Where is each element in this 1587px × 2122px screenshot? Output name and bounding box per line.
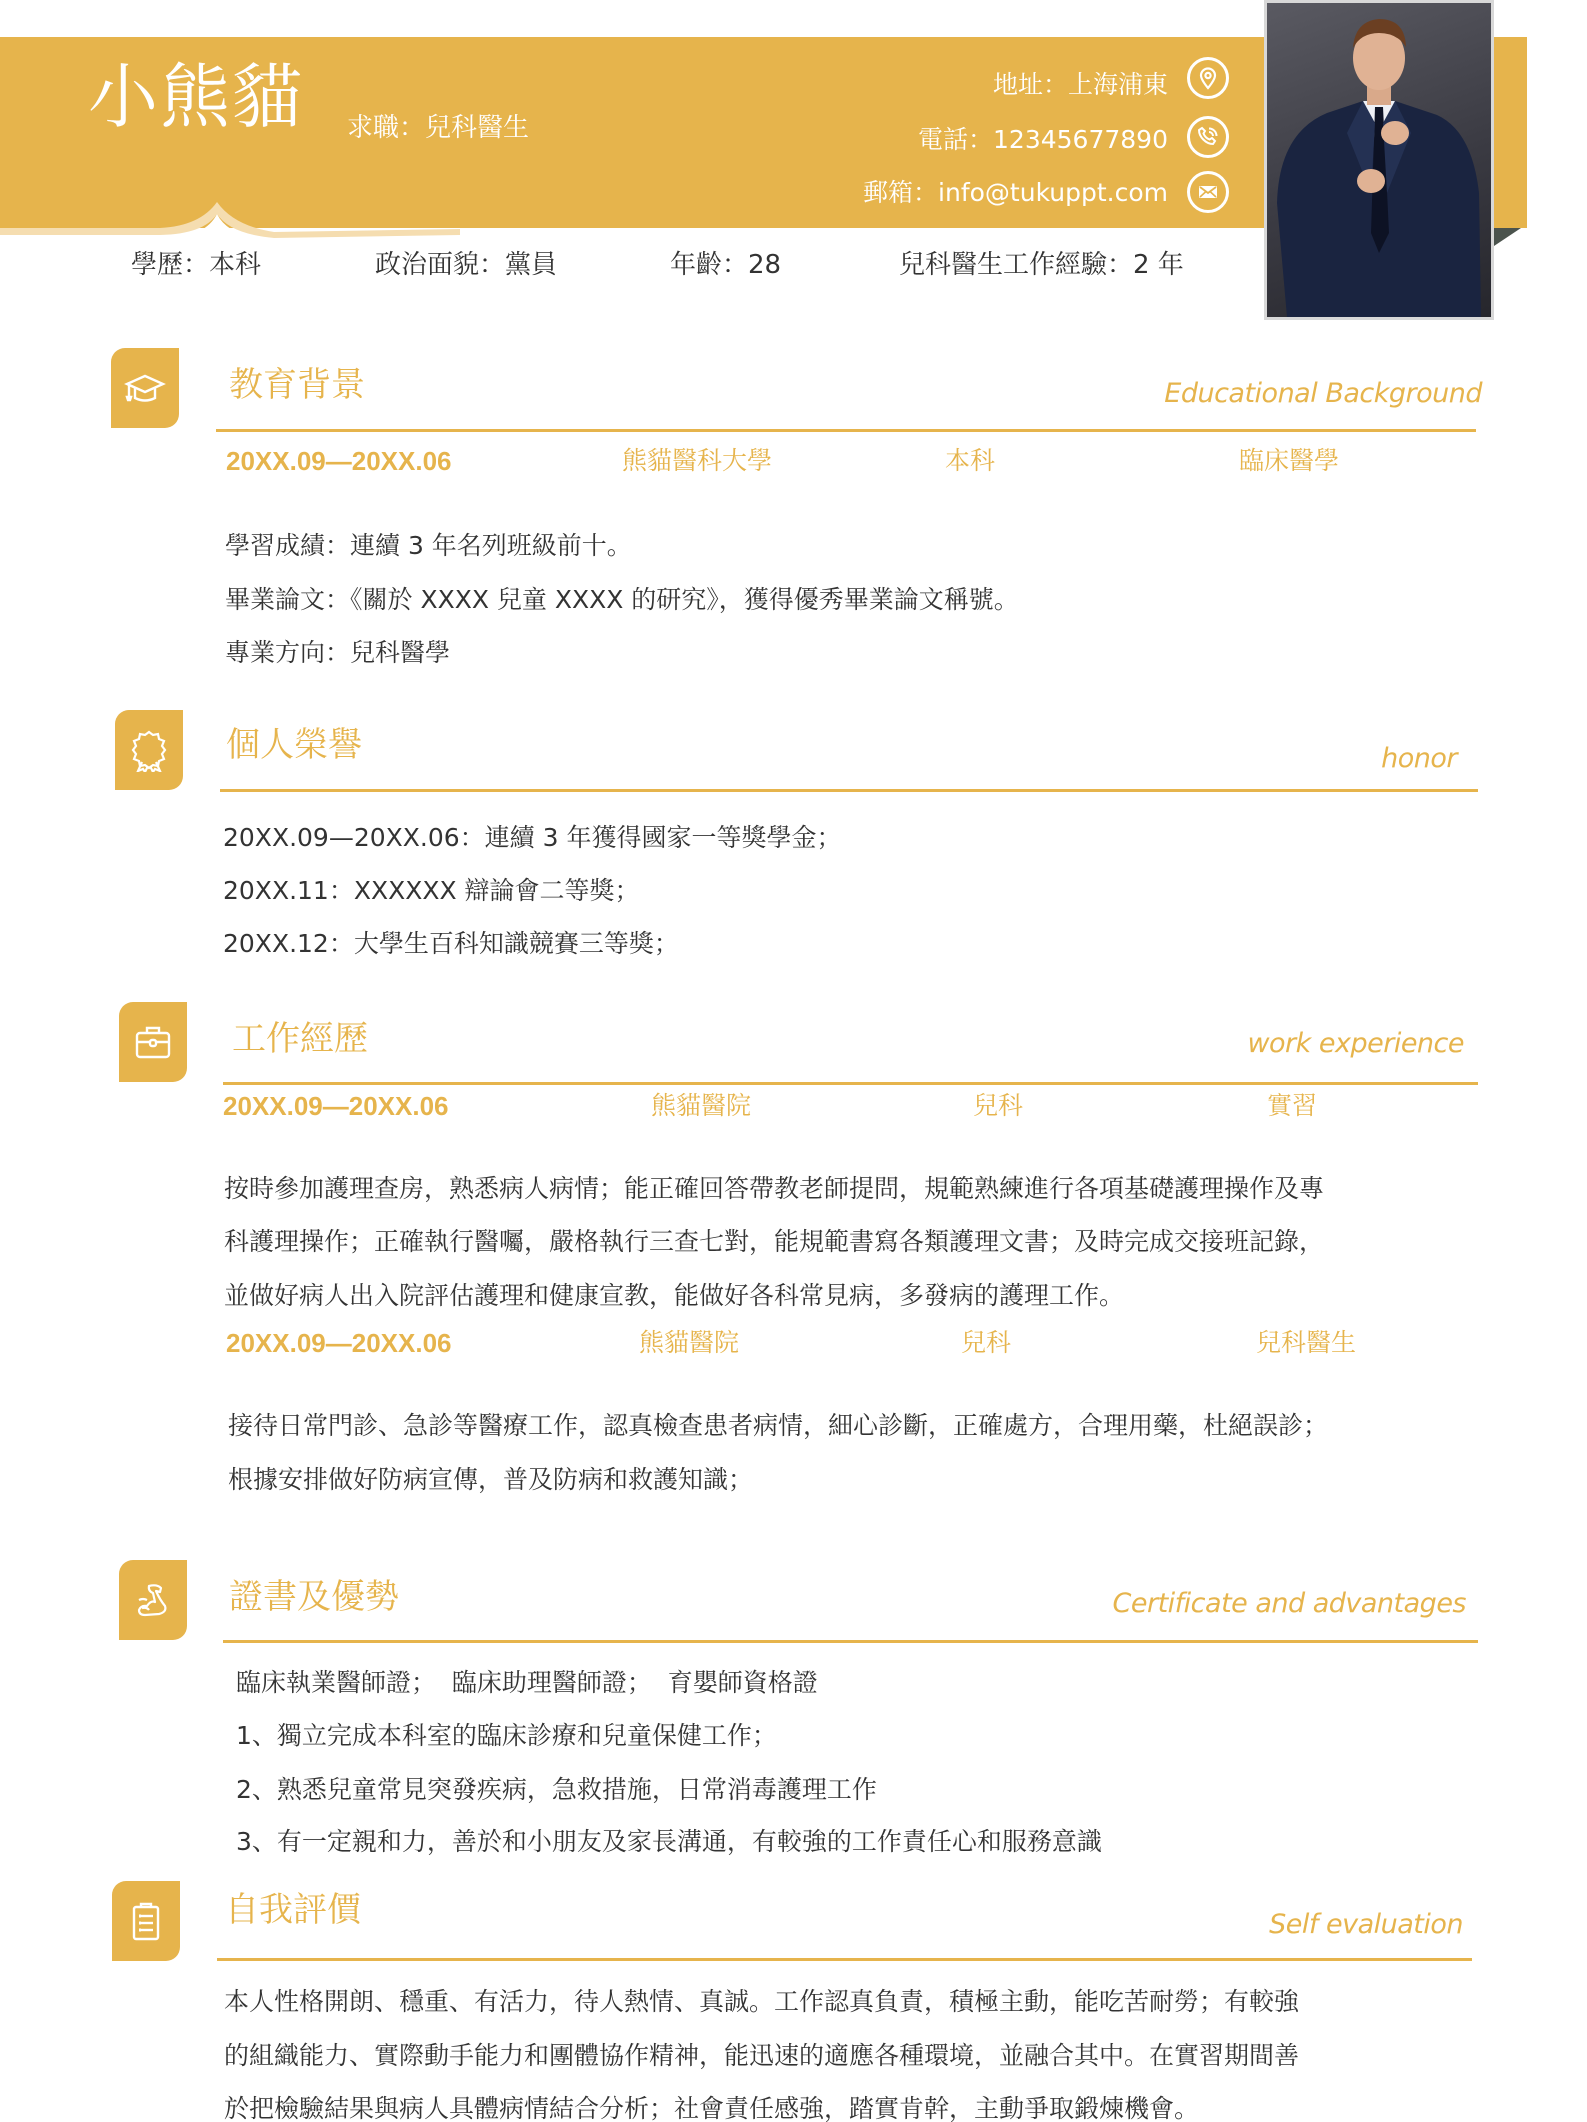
info-education: 學歷：本科 [131, 250, 262, 280]
info-experience: 兒科醫生工作經驗：2 年 [899, 250, 1184, 280]
job-target: 求職：兒科醫生 [347, 113, 530, 143]
section-title-education: 教育背景 [229, 365, 365, 405]
briefcase-icon [119, 1002, 187, 1082]
banner-notch [0, 180, 460, 240]
job-date: 20XX.09—20XX.06 [226, 1328, 452, 1358]
location-pin-icon [1187, 57, 1229, 99]
honor-item: 20XX.11：XXXXXX 辯論會二等獎； [223, 876, 640, 905]
portrait-image [1267, 3, 1491, 317]
edu-major: 臨床醫學 [1239, 446, 1340, 475]
job-position: 兒科醫生 [1256, 1328, 1357, 1357]
person-silhouette-icon [1267, 3, 1491, 317]
job-department: 兒科 [961, 1328, 1012, 1357]
section-title-self: 自我評價 [225, 1890, 361, 1930]
job-description-line: 接待日常門診、急診等醫療工作，認真檢查患者病情，細心診斷，正確處方，合理用藥，杜絕誤診； [228, 1411, 1329, 1440]
self-evaluation-line: 於把檢驗結果與病人具體病情結合分析；社會責任感強，踏實肯幹，主動爭取鍛煉機會。 [224, 2094, 1200, 2122]
section-subtitle-work: work experience [1247, 1028, 1464, 1059]
info-age: 年齡：28 [670, 250, 782, 280]
certificate-list: 臨床執業醫師證； 臨床助理醫師證； 育嬰師資格證 [236, 1668, 818, 1697]
section-subtitle-honor: honor [1381, 743, 1457, 774]
mail-icon [1187, 171, 1229, 213]
job-employer: 熊貓醫院 [639, 1328, 740, 1357]
phone-icon [1187, 116, 1229, 158]
job-description-line: 科護理操作；正確執行醫囑，嚴格執行三查七對，能規範書寫各類護理文書；及時完成交接班記錄， [224, 1227, 1325, 1256]
graduation-cap-icon [111, 348, 179, 428]
self-evaluation-line: 的組織能力、實際動手能力和團體協作精神，能迅速的適應各種環境，並融合其中。在實習期間善 [224, 2041, 1300, 2070]
section-divider [216, 429, 1476, 432]
profile-photo [1264, 0, 1494, 320]
contact-email: 郵箱：info@tukuppt.com [863, 178, 1168, 207]
candidate-name: 小熊貓 [88, 56, 304, 138]
edu-degree: 本科 [945, 446, 996, 475]
edu-line: 學習成績：連續 3 年名列班級前十。 [225, 531, 632, 560]
section-title-certificate: 證書及優勢 [229, 1577, 399, 1617]
job-employer: 熊貓醫院 [651, 1091, 752, 1120]
job-position: 實習 [1267, 1091, 1318, 1120]
edu-school: 熊貓醫科大學 [622, 446, 773, 475]
section-divider [223, 1082, 1478, 1085]
advantage-item: 2、熟悉兒童常見突發疾病，急救措施，日常消毒護理工作 [236, 1775, 877, 1804]
advantage-item: 1、獨立完成本科室的臨床診療和兒童保健工作； [236, 1721, 777, 1750]
edu-line: 畢業論文：《關於 XXXX 兒童 XXXX 的研究》，獲得優秀畢業論文稱號。 [225, 585, 1019, 614]
edu-line: 專業方向：兒科醫學 [225, 638, 451, 667]
honor-item: 20XX.09—20XX.06：連續 3 年獲得國家一等獎學金； [223, 823, 842, 852]
section-title-honor: 個人榮譽 [226, 725, 362, 765]
advantage-item: 3、有一定親和力，善於和小朋友及家長溝通，有較強的工作責任心和服務意識 [236, 1827, 1102, 1856]
contact-phone: 電話：12345677890 [918, 125, 1168, 154]
job-department: 兒科 [973, 1091, 1024, 1120]
award-ribbon-icon [115, 710, 183, 790]
self-evaluation-line: 本人性格開朗、穩重、有活力，待人熱情、真誠。工作認真負責，積極主動，能吃苦耐勞；有較強 [224, 1987, 1300, 2016]
info-political-status: 政治面貌：黨員 [375, 250, 558, 280]
section-divider [220, 789, 1478, 792]
job-description-line: 並做好病人出入院評估護理和健康宣教，能做好各科常見病，多發病的護理工作。 [224, 1281, 1125, 1310]
edu-date: 20XX.09—20XX.06 [226, 446, 452, 476]
section-title-work: 工作經歷 [232, 1019, 368, 1059]
clipboard-icon [112, 1881, 180, 1961]
section-divider [223, 1640, 1478, 1643]
section-subtitle-education: Educational Background [1164, 378, 1482, 409]
section-subtitle-certificate: Certificate and advantages [1112, 1588, 1466, 1619]
job-date: 20XX.09—20XX.06 [223, 1091, 449, 1121]
section-subtitle-self: Self evaluation [1269, 1909, 1463, 1940]
flexed-arm-icon [119, 1560, 187, 1640]
honor-item: 20XX.12：大學生百科知識競賽三等獎； [223, 929, 679, 958]
section-divider [217, 1958, 1472, 1961]
banner-fold [1491, 228, 1521, 248]
job-description-line: 按時參加護理查房，熟悉病人病情；能正確回答帶教老師提問，規範熟練進行各項基礎護理操作及專 [224, 1174, 1325, 1203]
job-description-line: 根據安排做好防病宣傳，普及防病和救護知識； [228, 1465, 754, 1494]
contact-address: 地址：上海浦東 [992, 70, 1168, 99]
